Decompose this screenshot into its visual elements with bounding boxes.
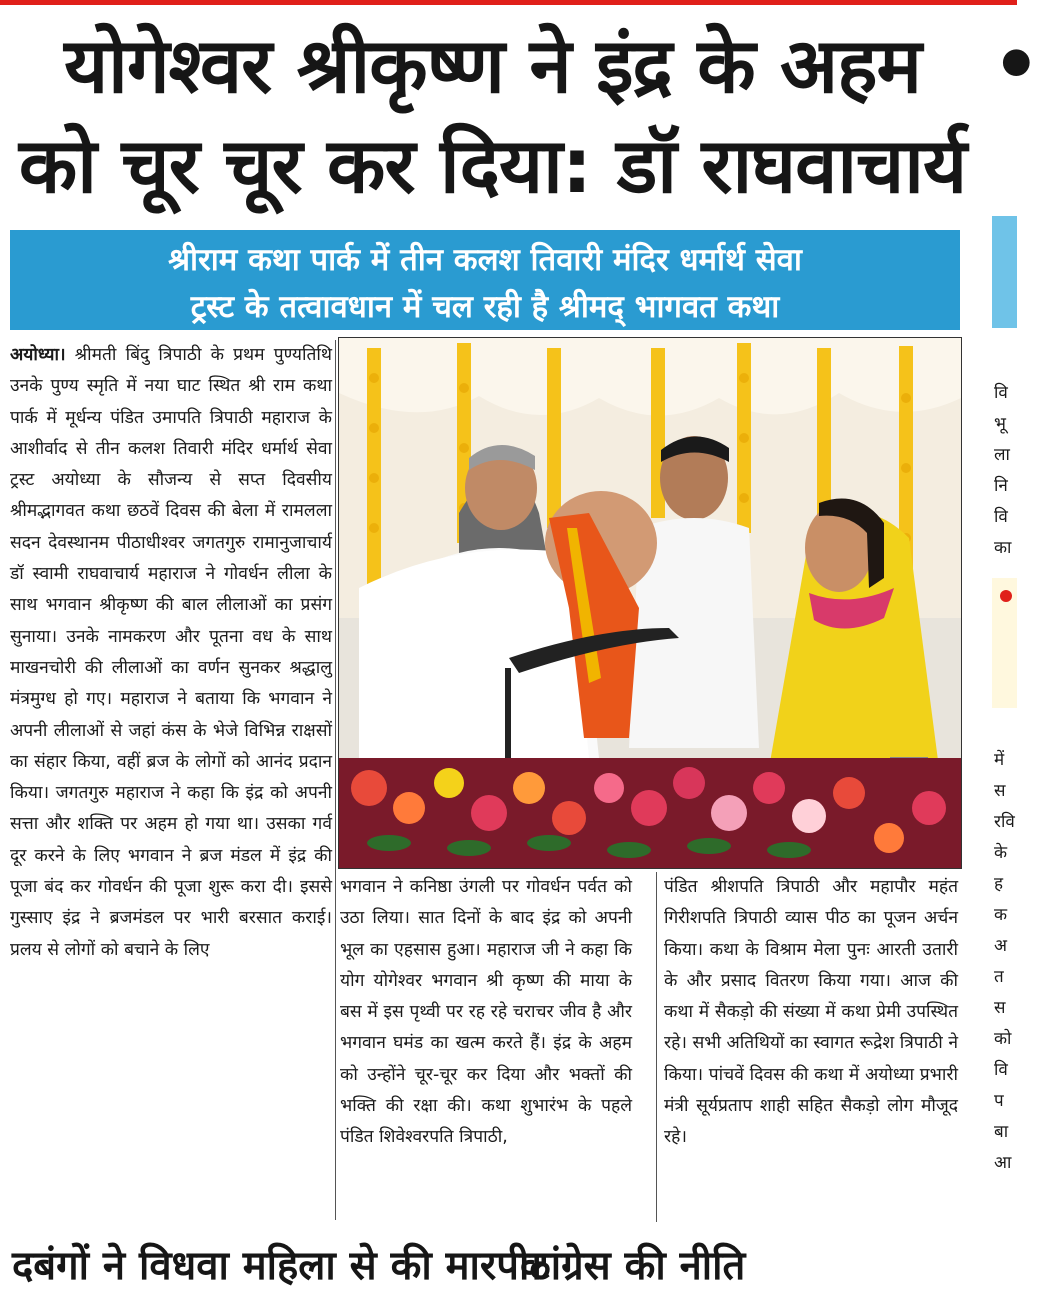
adjacent-text-line: क: [994, 905, 1008, 925]
top-accent-bar: [0, 0, 1017, 5]
column-divider: [335, 340, 336, 1220]
adjacent-text-line: ला: [994, 445, 1010, 465]
adjacent-text-line: में: [994, 750, 1005, 770]
adjacent-article-strip: [970, 0, 1041, 1280]
adjacent-text-line: अ: [994, 936, 1007, 956]
subheadline-box: [10, 230, 960, 330]
headline-line-1: योगेश्वर श्रीकृष्ण ने इंद्र के अहम: [64, 21, 921, 110]
bullet-icon: [1000, 590, 1012, 602]
adjacent-text-line: वि: [994, 1060, 1008, 1080]
article-column-1-text: श्रीमती बिंदु त्रिपाठी के प्रथम पुण्यतिथि उनके पुण्य स्मृति में नया घाट स्थित श्री राम कथा पार्क में मूर्धन्य पंडित उमापति त्रिपाठी महाराज के आशीर्वाद से तीन कलश तिवारी मंदिर धर्मार्थ सेवा ट्रस्ट अयोध्या के सौजन्य से सप्त दिवसीय श्रीमद्भागवत कथा छठवें दिवस की बेला में रामलला सदन देवस्थानम पीठाधीश्वर जगतगुरु रामानुजाचार्य डॉ स्वामी राघवाचार्य महाराज ने गोवर्धन लीला के साथ भगवान श्रीकृष्ण की बाल लीलाओं का प्रसंग सुनाया। उनके नामकरण और पूतना वध के साथ माखनचोरी की लीलाओं का वर्णन सुनकर श्रद्धालु मंत्रमुग्ध हो गए। महाराज ने बताया कि भगवान ने अपनी लीलाओं से जहां कंस के भेजे विभिन्न राक्षसों का संहार किया, वहीं ब्रज के लोगों को आनंद प्रदान किया। जगतगुरु महाराज ने कहा कि इंद्र को अपनी सत्ता और शक्ति पर अहम हो गया था। उसका गर्व दूर करने के लिए भगवान ने ब्रज मंडल में इंद्र की पूजा बंद कर गोवर्धन की पूजा शुरू करा दी। इससे गुस्साए इंद्र ने ब्रजमंडल पर भारी बरसात कराई। प्रलय से लोगों को बचाने के लिए: [10, 345, 332, 960]
adjacent-text-line: वि: [994, 507, 1008, 527]
adjacent-text-line: नि: [994, 476, 1008, 496]
adjacent-text-line: बा: [994, 1122, 1009, 1142]
adjacent-text-line: त: [994, 967, 1004, 987]
adjacent-text-line: स: [994, 998, 1006, 1018]
adjacent-text-line: का: [994, 538, 1012, 558]
subheadline-line-2: ट्रस्ट के तत्वावधान में चल रही है श्रीमद् भागवत कथा: [190, 289, 780, 325]
adjacent-text-line: प: [994, 1091, 1004, 1111]
adjacent-text-line: स: [994, 781, 1006, 801]
bottom-headline-left: दबंगों ने विधवा महिला से की मारपीट: [12, 1243, 550, 1289]
adjacent-text-line: के: [994, 843, 1008, 863]
adjacent-subhead-box: [992, 216, 1017, 328]
dateline: अयोध्या।: [10, 345, 66, 365]
headline-line-2: को चूर चूर कर दिया: डॉ राघवाचार्य: [18, 121, 967, 210]
adjacent-text-line: को: [994, 1029, 1012, 1049]
adjacent-text-line: भू: [994, 414, 1006, 434]
adjacent-text-line: रवि: [994, 812, 1015, 832]
event-photo: [338, 337, 962, 869]
article-column-2: भगवान ने कनिष्ठा उंगली पर गोवर्धन पर्वत को उठा लिया। सात दिनों के बाद इंद्र को अपनी भूल का एहसास हुआ। महाराज जी ने कहा कि योग योगेश्वर भगवान श्री कृष्ण की माया के बस में इस पृथ्वी पर रह रहे चराचर जीव है और भगवान घमंड का खत्म करते हैं। इंद्र के अहम को उन्होंने चूर-चूर कर दिया और भक्तों की भक्ति की रक्षा की। कथा शुभारंभ के पहले पंडित शिवेश्वरपति त्रिपाठी,: [340, 877, 632, 1148]
adjacent-text-line: आ: [994, 1153, 1012, 1173]
bottom-headline-right: कांग्रेस की नीति: [520, 1243, 746, 1289]
column-divider: [656, 872, 657, 1222]
adjacent-text-line: ह: [994, 874, 1004, 894]
subheadline-line-1: श्रीराम कथा पार्क में तीन कलश तिवारी मंदिर धर्मार्थ सेवा: [168, 242, 802, 278]
adjacent-headline-fragment: •: [992, 20, 1041, 109]
article-column-1: [10, 340, 332, 966]
article-column-3: पंडित श्रीशपति त्रिपाठी और महापौर महंत गिरीशपति त्रिपाठी व्यास पीठ का पूजन अर्चन किया। कथा के विश्राम मेला पुनः आरती उतारी के और प्रसाद वितरण किया गया। आज की कथा में सैकड़ो की संख्या में कथा प्रेमी उपस्थित रहे। सभी अतिथियों का स्वागत रूद्रेश त्रिपाठी ने किया। पांचवें दिवस की कथा में अयोध्या प्रभारी मंत्री सूर्यप्रताप शाही सहित सैकड़ो लोग मौजूद रहे।: [664, 877, 958, 1148]
adjacent-text-line: वि: [994, 383, 1008, 403]
